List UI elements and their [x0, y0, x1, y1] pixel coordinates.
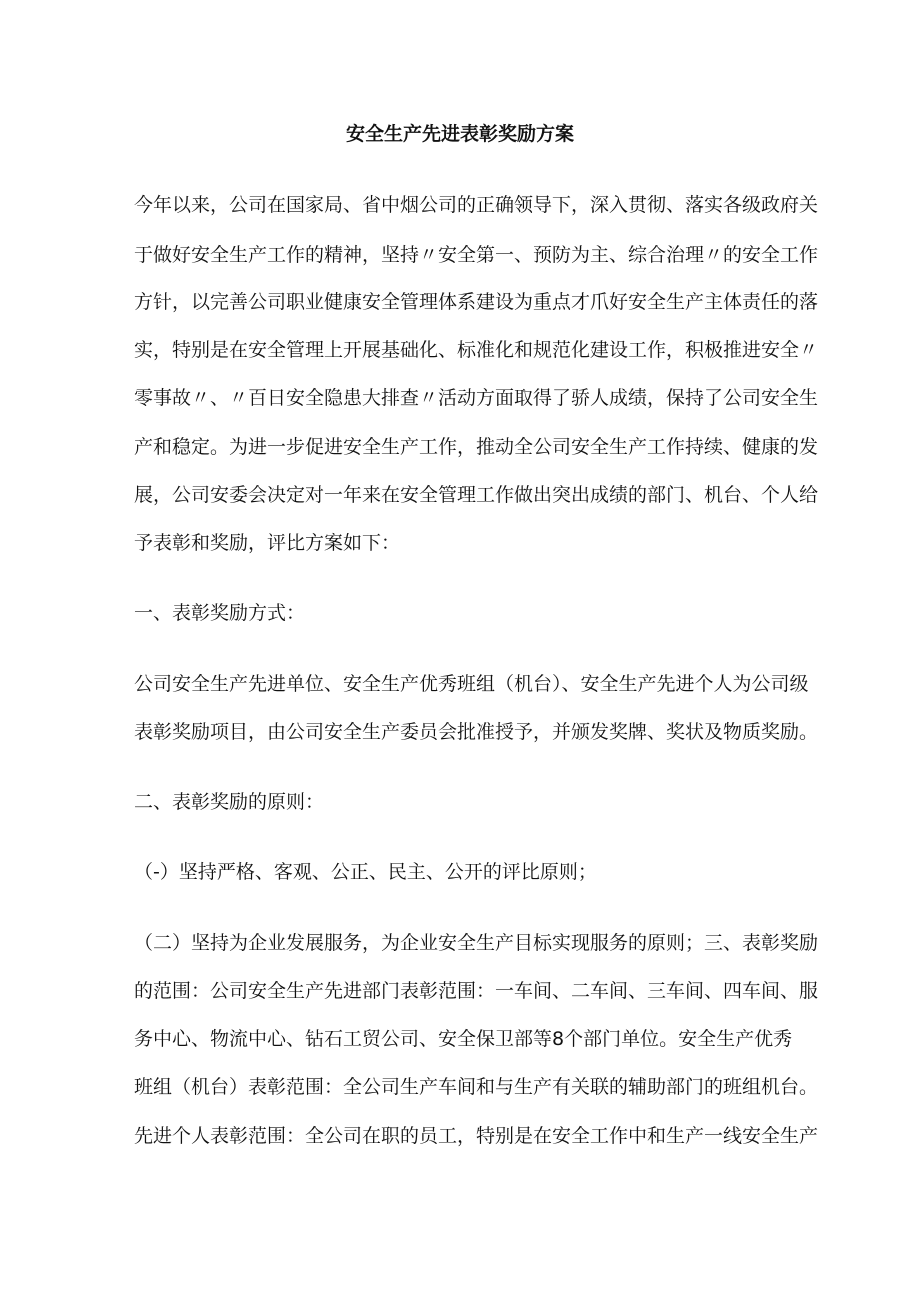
- text-line: 先进个人表彰范围：全公司在职的员工，特别是在安全工作中和生产一线安全生产: [134, 1125, 819, 1147]
- text-line: 实，特别是在安全管理上开展基础化、标准化和规范化建设工作，积极推进安全〃: [134, 339, 819, 361]
- text-line: 展，公司安委会决定对一年来在安全管理工作做出突出成绩的部门、机台、个人给: [134, 484, 819, 506]
- text-line: 公司安全生产先进单位、安全生产优秀班组（机台）、安全生产先进个人为公司级: [134, 673, 809, 695]
- text-line: 方针，以完善公司职业健康安全管理体系建设为重点才爪好安全生产主体责任的落: [134, 291, 819, 313]
- section-heading: 一、表彰奖励方式：: [134, 602, 306, 624]
- text-line: 表彰奖励项目，由公司安全生产委员会批准授予，并颁发奖牌、奖状及物质奖励。: [134, 721, 819, 743]
- text-line: 班组（机台）表彰范围：全公司生产车间和与生产有关联的辅助部门的班组机台。: [134, 1076, 819, 1098]
- text-line: （-）坚持严格、客观、公正、民主、公开的评比原则；: [134, 861, 597, 883]
- text-line: 零事故〃、〃百日安全隐患大排查〃活动方面取得了骄人成绩，保持了公司安全生: [134, 387, 819, 409]
- text-line: 的范围：公司安全生产先进部门表彰范围：一车间、二车间、三车间、四车间、服: [134, 980, 819, 1002]
- document-title: 安全生产先进表彰奖励方案: [345, 123, 574, 145]
- text-line: 于做好安全生产工作的精神，坚持〃安全第一、预防为主、综合治理〃的安全工作: [134, 244, 819, 266]
- text-line: 务中心、物流中心、钻石工贸公司、安全保卫部等8个部门单位。安全生产优秀: [134, 1028, 793, 1050]
- text-line: 产和稳定。为进一步促进安全生产工作，推动全公司安全生产工作持续、健康的发: [134, 436, 819, 458]
- section-heading: 二、表彰奖励的原则：: [134, 791, 325, 813]
- text-line: （二）坚持为企业发展服务，为企业安全生产目标实现服务的原则；三、表彰奖励: [134, 932, 819, 954]
- text-line: 今年以来，公司在国家局、省中烟公司的正确领导下，深入贯彻、落实各级政府关: [134, 194, 819, 216]
- text-line: 予表彰和奖励，评比方案如下：: [134, 532, 401, 554]
